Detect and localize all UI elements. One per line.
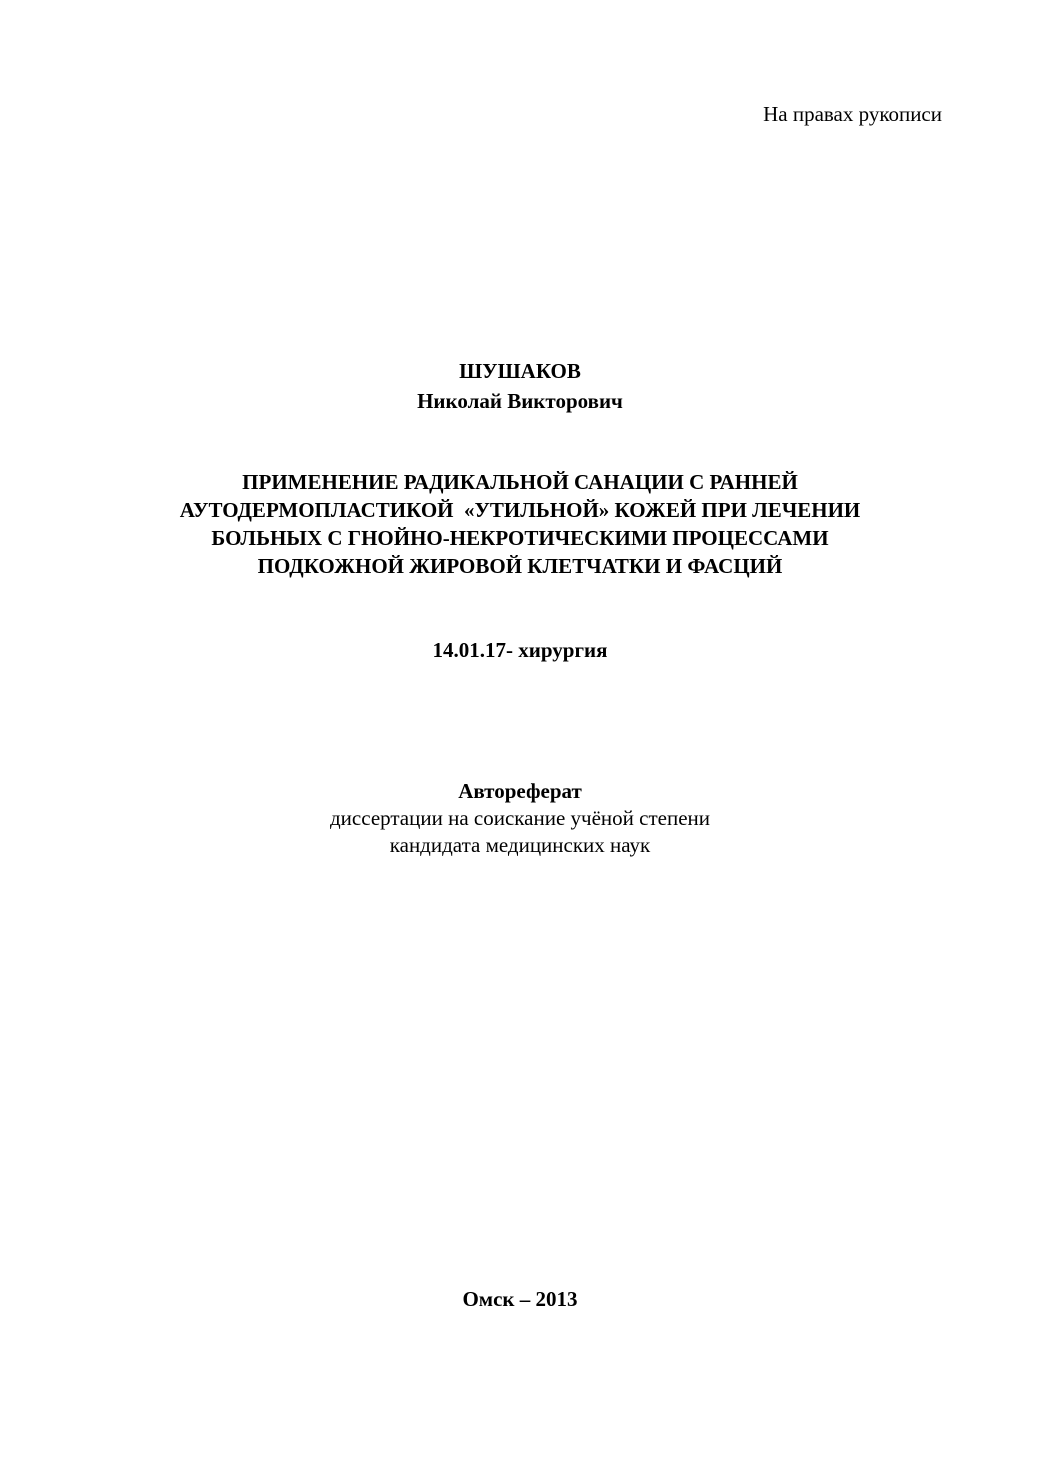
rights-note: На правах рукописи [763, 102, 942, 126]
specialty-code: 14.01.17- хирургия [432, 638, 608, 662]
abstract-block [0, 778, 1040, 859]
dissertation-title [0, 468, 1040, 580]
title-line: ПРИМЕНЕНИЕ РАДИКАЛЬНОЙ САНАЦИИ С РАННЕЙ [242, 470, 798, 494]
author-surname: ШУШАКОВ [459, 359, 581, 383]
abstract-line-2: кандидата медицинских наук [389, 833, 651, 857]
author-block [0, 356, 1040, 416]
title-line: БОЛЬНЫХ С ГНОЙНО-НЕКРОТИЧЕСКИМИ ПРОЦЕССАМИ [211, 526, 829, 550]
abstract-line-1: диссертации на соискание учёной степени [330, 806, 710, 830]
abstract-label: Автореферат [458, 779, 582, 803]
place-year: Омск – 2013 [462, 1287, 578, 1311]
author-given-names: Николай Викторович [417, 389, 623, 413]
title-line: ПОДКОЖНОЙ ЖИРОВОЙ КЛЕТЧАТКИ И ФАСЦИЙ [257, 554, 783, 578]
title-line: АУТОДЕРМОПЛАСТИКОЙ «УТИЛЬНОЙ» КОЖЕЙ ПРИ ЛЕЧЕНИИ [179, 498, 861, 522]
